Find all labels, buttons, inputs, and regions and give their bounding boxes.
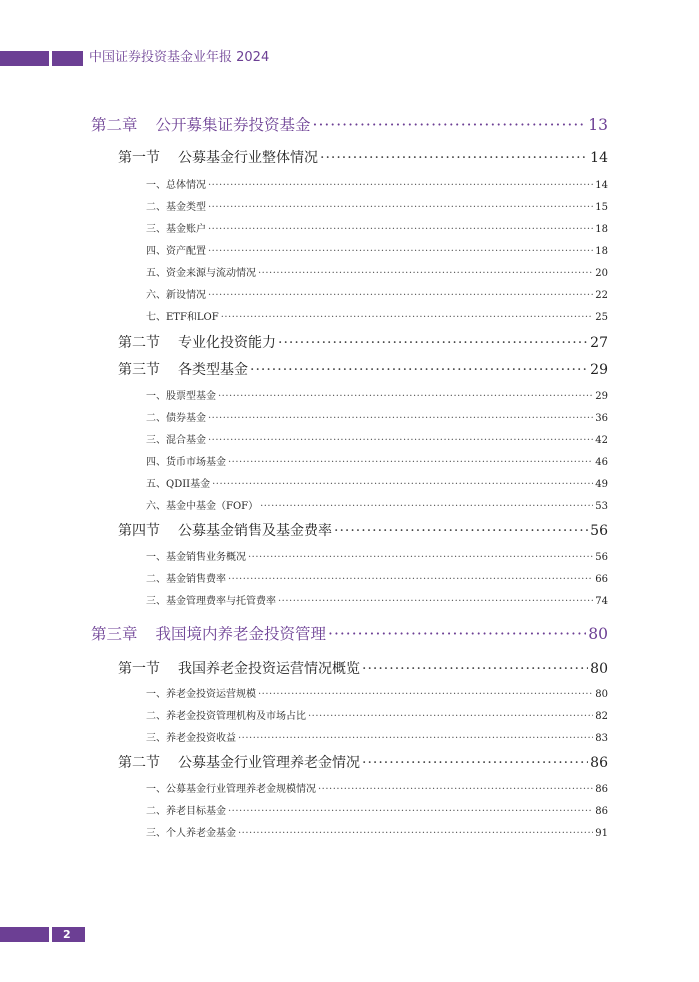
toc-item-label xyxy=(146,729,236,744)
toc-item-label xyxy=(146,780,316,795)
toc-leader-dots xyxy=(320,150,588,166)
toc-leader-dots xyxy=(208,435,593,446)
toc-item-title: 二、债券基金 xyxy=(146,413,206,424)
toc-page-number: 56 xyxy=(595,552,608,563)
toc-page-number: 22 xyxy=(595,290,608,301)
toc-page-number: 18 xyxy=(595,246,608,257)
toc-section[interactable] xyxy=(118,332,608,352)
toc-section[interactable] xyxy=(118,147,608,167)
toc-section-title: 各类型基金 xyxy=(178,362,248,378)
toc-leader-dots xyxy=(221,312,594,323)
toc-leader-dots xyxy=(208,290,593,301)
toc-section-title: 公募基金行业整体情况 xyxy=(178,150,318,166)
toc-item-title: 七、ETF和LOF xyxy=(146,312,219,323)
toc-item-title: 五、QDII基金 xyxy=(146,479,211,490)
toc-leader-dots xyxy=(208,202,593,213)
toc-item[interactable] xyxy=(146,308,608,323)
toc-section[interactable] xyxy=(118,752,608,772)
toc-leader-dots xyxy=(228,806,593,817)
toc-section[interactable] xyxy=(118,658,608,678)
toc-page-number: 29 xyxy=(590,362,608,378)
toc-leader-dots xyxy=(208,180,593,191)
toc-leader-dots xyxy=(362,755,588,771)
toc-page-number: 13 xyxy=(588,116,608,134)
toc-leader-dots xyxy=(334,523,588,539)
toc-item-label xyxy=(146,707,306,722)
toc-leader-dots xyxy=(313,116,587,134)
toc-leader-dots xyxy=(208,246,593,257)
toc-item-title: 一、总体情况 xyxy=(146,180,206,191)
toc-chapter[interactable] xyxy=(91,622,608,644)
toc-item-label xyxy=(146,264,256,279)
toc-item[interactable] xyxy=(146,176,608,191)
toc-leader-dots xyxy=(228,574,593,585)
toc-page-number: 20 xyxy=(595,268,608,279)
toc-section-label xyxy=(118,147,318,167)
toc-item-label xyxy=(146,802,226,817)
toc-section-label xyxy=(118,658,360,678)
toc-page-number: 80 xyxy=(588,625,608,643)
footer-bar xyxy=(0,927,49,942)
toc-item[interactable] xyxy=(146,431,608,446)
toc-leader-dots xyxy=(238,733,593,744)
toc-item[interactable] xyxy=(146,387,608,402)
toc-item-title: 二、养老目标基金 xyxy=(146,806,226,817)
toc-page-number: 25 xyxy=(595,312,608,323)
header-bar-right xyxy=(52,51,83,66)
toc-page-number: 80 xyxy=(590,661,608,677)
toc-leader-dots xyxy=(258,268,593,279)
toc-item-title: 三、养老金投资收益 xyxy=(146,733,236,744)
toc-chapter-title: 我国境内养老金投资管理 xyxy=(155,625,327,643)
toc-chapter-label xyxy=(91,113,311,135)
toc-item-label xyxy=(146,308,219,323)
toc-item-label xyxy=(146,497,258,512)
toc-page-number: 66 xyxy=(595,574,608,585)
toc-item-label xyxy=(146,176,206,191)
toc-page-number: 42 xyxy=(595,435,608,446)
toc-item-title: 三、基金账户 xyxy=(146,224,206,235)
toc-item-label xyxy=(146,824,236,839)
toc-item-title: 三、基金管理费率与托管费率 xyxy=(146,596,276,607)
toc-section-title: 我国养老金投资运营情况概览 xyxy=(178,661,360,677)
toc-item[interactable] xyxy=(146,453,608,468)
toc-item-label xyxy=(146,198,206,213)
toc-item-label xyxy=(146,286,206,301)
toc-chapter-label xyxy=(91,622,326,644)
header-bar-left xyxy=(0,51,49,66)
toc-leader-dots xyxy=(258,689,593,700)
toc-leader-dots xyxy=(328,625,586,643)
toc-section[interactable] xyxy=(118,359,608,379)
toc-item[interactable] xyxy=(146,198,608,213)
toc-item[interactable] xyxy=(146,592,608,607)
toc-item[interactable] xyxy=(146,780,608,795)
toc-item[interactable] xyxy=(146,802,608,817)
toc-item-label xyxy=(146,685,256,700)
toc-page-number: 18 xyxy=(595,224,608,235)
toc-page-number: 14 xyxy=(590,150,608,166)
toc-leader-dots xyxy=(212,479,593,490)
toc-page-number: 49 xyxy=(595,479,608,490)
toc-item-title: 六、基金中基金（FOF） xyxy=(146,501,259,512)
toc-item-label xyxy=(146,570,226,585)
toc-leader-dots xyxy=(250,362,588,378)
toc-section[interactable] xyxy=(118,520,608,540)
toc-leader-dots xyxy=(238,828,593,839)
toc-page-number: 15 xyxy=(595,202,608,213)
toc-item-title: 三、个人养老金基金 xyxy=(146,828,236,839)
toc-item-title: 一、公募基金行业管理养老金规模情况 xyxy=(146,784,316,795)
toc-item[interactable] xyxy=(146,286,608,301)
toc-item-label xyxy=(146,592,276,607)
toc-item-title: 一、养老金投资运营规模 xyxy=(146,689,256,700)
toc-leader-dots xyxy=(208,413,593,424)
toc-leader-dots xyxy=(278,596,593,607)
toc-section-number: 第四节 xyxy=(118,523,160,539)
toc-item-title: 三、混合基金 xyxy=(146,435,206,446)
toc-item[interactable] xyxy=(146,570,608,585)
toc-section-title: 公募基金销售及基金费率 xyxy=(178,523,332,539)
toc-item-title: 一、基金销售业务概况 xyxy=(146,552,246,563)
toc-page-number: 29 xyxy=(595,391,608,402)
toc-section-title: 专业化投资能力 xyxy=(178,335,276,351)
toc-section-label xyxy=(118,752,360,772)
toc-chapter-number: 第二章 xyxy=(91,116,138,134)
toc-page-number: 80 xyxy=(595,689,608,700)
toc-section-number: 第一节 xyxy=(118,150,160,166)
toc-item[interactable] xyxy=(146,548,608,563)
toc-leader-dots xyxy=(248,552,593,563)
toc-page-number: 36 xyxy=(595,413,608,424)
toc-leader-dots xyxy=(308,711,593,722)
toc-item-label xyxy=(146,431,206,446)
toc-page-number: 27 xyxy=(590,335,608,351)
toc-item-title: 二、基金类型 xyxy=(146,202,206,213)
toc-item[interactable] xyxy=(146,242,608,257)
toc-item-label xyxy=(146,453,226,468)
toc-page-number: 74 xyxy=(595,596,608,607)
toc-item-label xyxy=(146,220,206,235)
toc-chapter-number: 第三章 xyxy=(91,625,138,643)
toc-leader-dots xyxy=(260,501,593,512)
toc-page-number: 46 xyxy=(595,457,608,468)
toc-item[interactable] xyxy=(146,707,608,722)
toc-chapter-title: 公开募集证券投资基金 xyxy=(155,116,311,134)
toc-item-label xyxy=(146,242,206,257)
toc-leader-dots xyxy=(362,661,588,677)
toc-page-number: 83 xyxy=(595,733,608,744)
toc-item-title: 四、资产配置 xyxy=(146,246,206,257)
toc-item[interactable] xyxy=(146,497,608,512)
toc-page-number: 86 xyxy=(595,806,608,817)
page-number: 2 xyxy=(52,927,85,942)
toc-chapter[interactable] xyxy=(91,113,608,135)
toc-page-number: 82 xyxy=(595,711,608,722)
toc-section-number: 第三节 xyxy=(118,362,160,378)
toc-item-label xyxy=(146,387,216,402)
toc-section-label xyxy=(118,332,276,352)
toc-item-title: 一、股票型基金 xyxy=(146,391,216,402)
toc-page-number: 86 xyxy=(595,784,608,795)
toc-section-number: 第二节 xyxy=(118,755,160,771)
toc-item-title: 二、基金销售费率 xyxy=(146,574,226,585)
toc-page-number: 91 xyxy=(595,828,608,839)
toc-page-number: 86 xyxy=(590,755,608,771)
toc-item-title: 四、货币市场基金 xyxy=(146,457,226,468)
toc-page-number: 53 xyxy=(595,501,608,512)
toc-leader-dots xyxy=(208,224,593,235)
toc-item-label xyxy=(146,409,206,424)
toc-item[interactable] xyxy=(146,264,608,279)
toc-page-number: 14 xyxy=(595,180,608,191)
toc-leader-dots xyxy=(278,335,588,351)
toc-page-number: 56 xyxy=(590,523,608,539)
toc-leader-dots xyxy=(318,784,593,795)
toc-item-title: 五、资金来源与流动情况 xyxy=(146,268,256,279)
toc-section-number: 第二节 xyxy=(118,335,160,351)
toc-item[interactable] xyxy=(146,409,608,424)
toc-item-title: 六、新设情况 xyxy=(146,290,206,301)
toc-section-title: 公募基金行业管理养老金情况 xyxy=(178,755,360,771)
toc-item-label xyxy=(146,475,210,490)
header-title: 中国证券投资基金业年报 2024 xyxy=(89,50,270,65)
toc-leader-dots xyxy=(228,457,593,468)
toc-item[interactable] xyxy=(146,824,608,839)
toc-section-label xyxy=(118,520,332,540)
toc-leader-dots xyxy=(218,391,593,402)
toc-item-label xyxy=(146,548,246,563)
toc-item[interactable] xyxy=(146,220,608,235)
toc-item-title: 二、养老金投资管理机构及市场占比 xyxy=(146,711,306,722)
toc-item[interactable] xyxy=(146,475,608,490)
toc-item[interactable] xyxy=(146,729,608,744)
toc-section-label xyxy=(118,359,248,379)
toc-item[interactable] xyxy=(146,685,608,700)
toc-section-number: 第一节 xyxy=(118,661,160,677)
